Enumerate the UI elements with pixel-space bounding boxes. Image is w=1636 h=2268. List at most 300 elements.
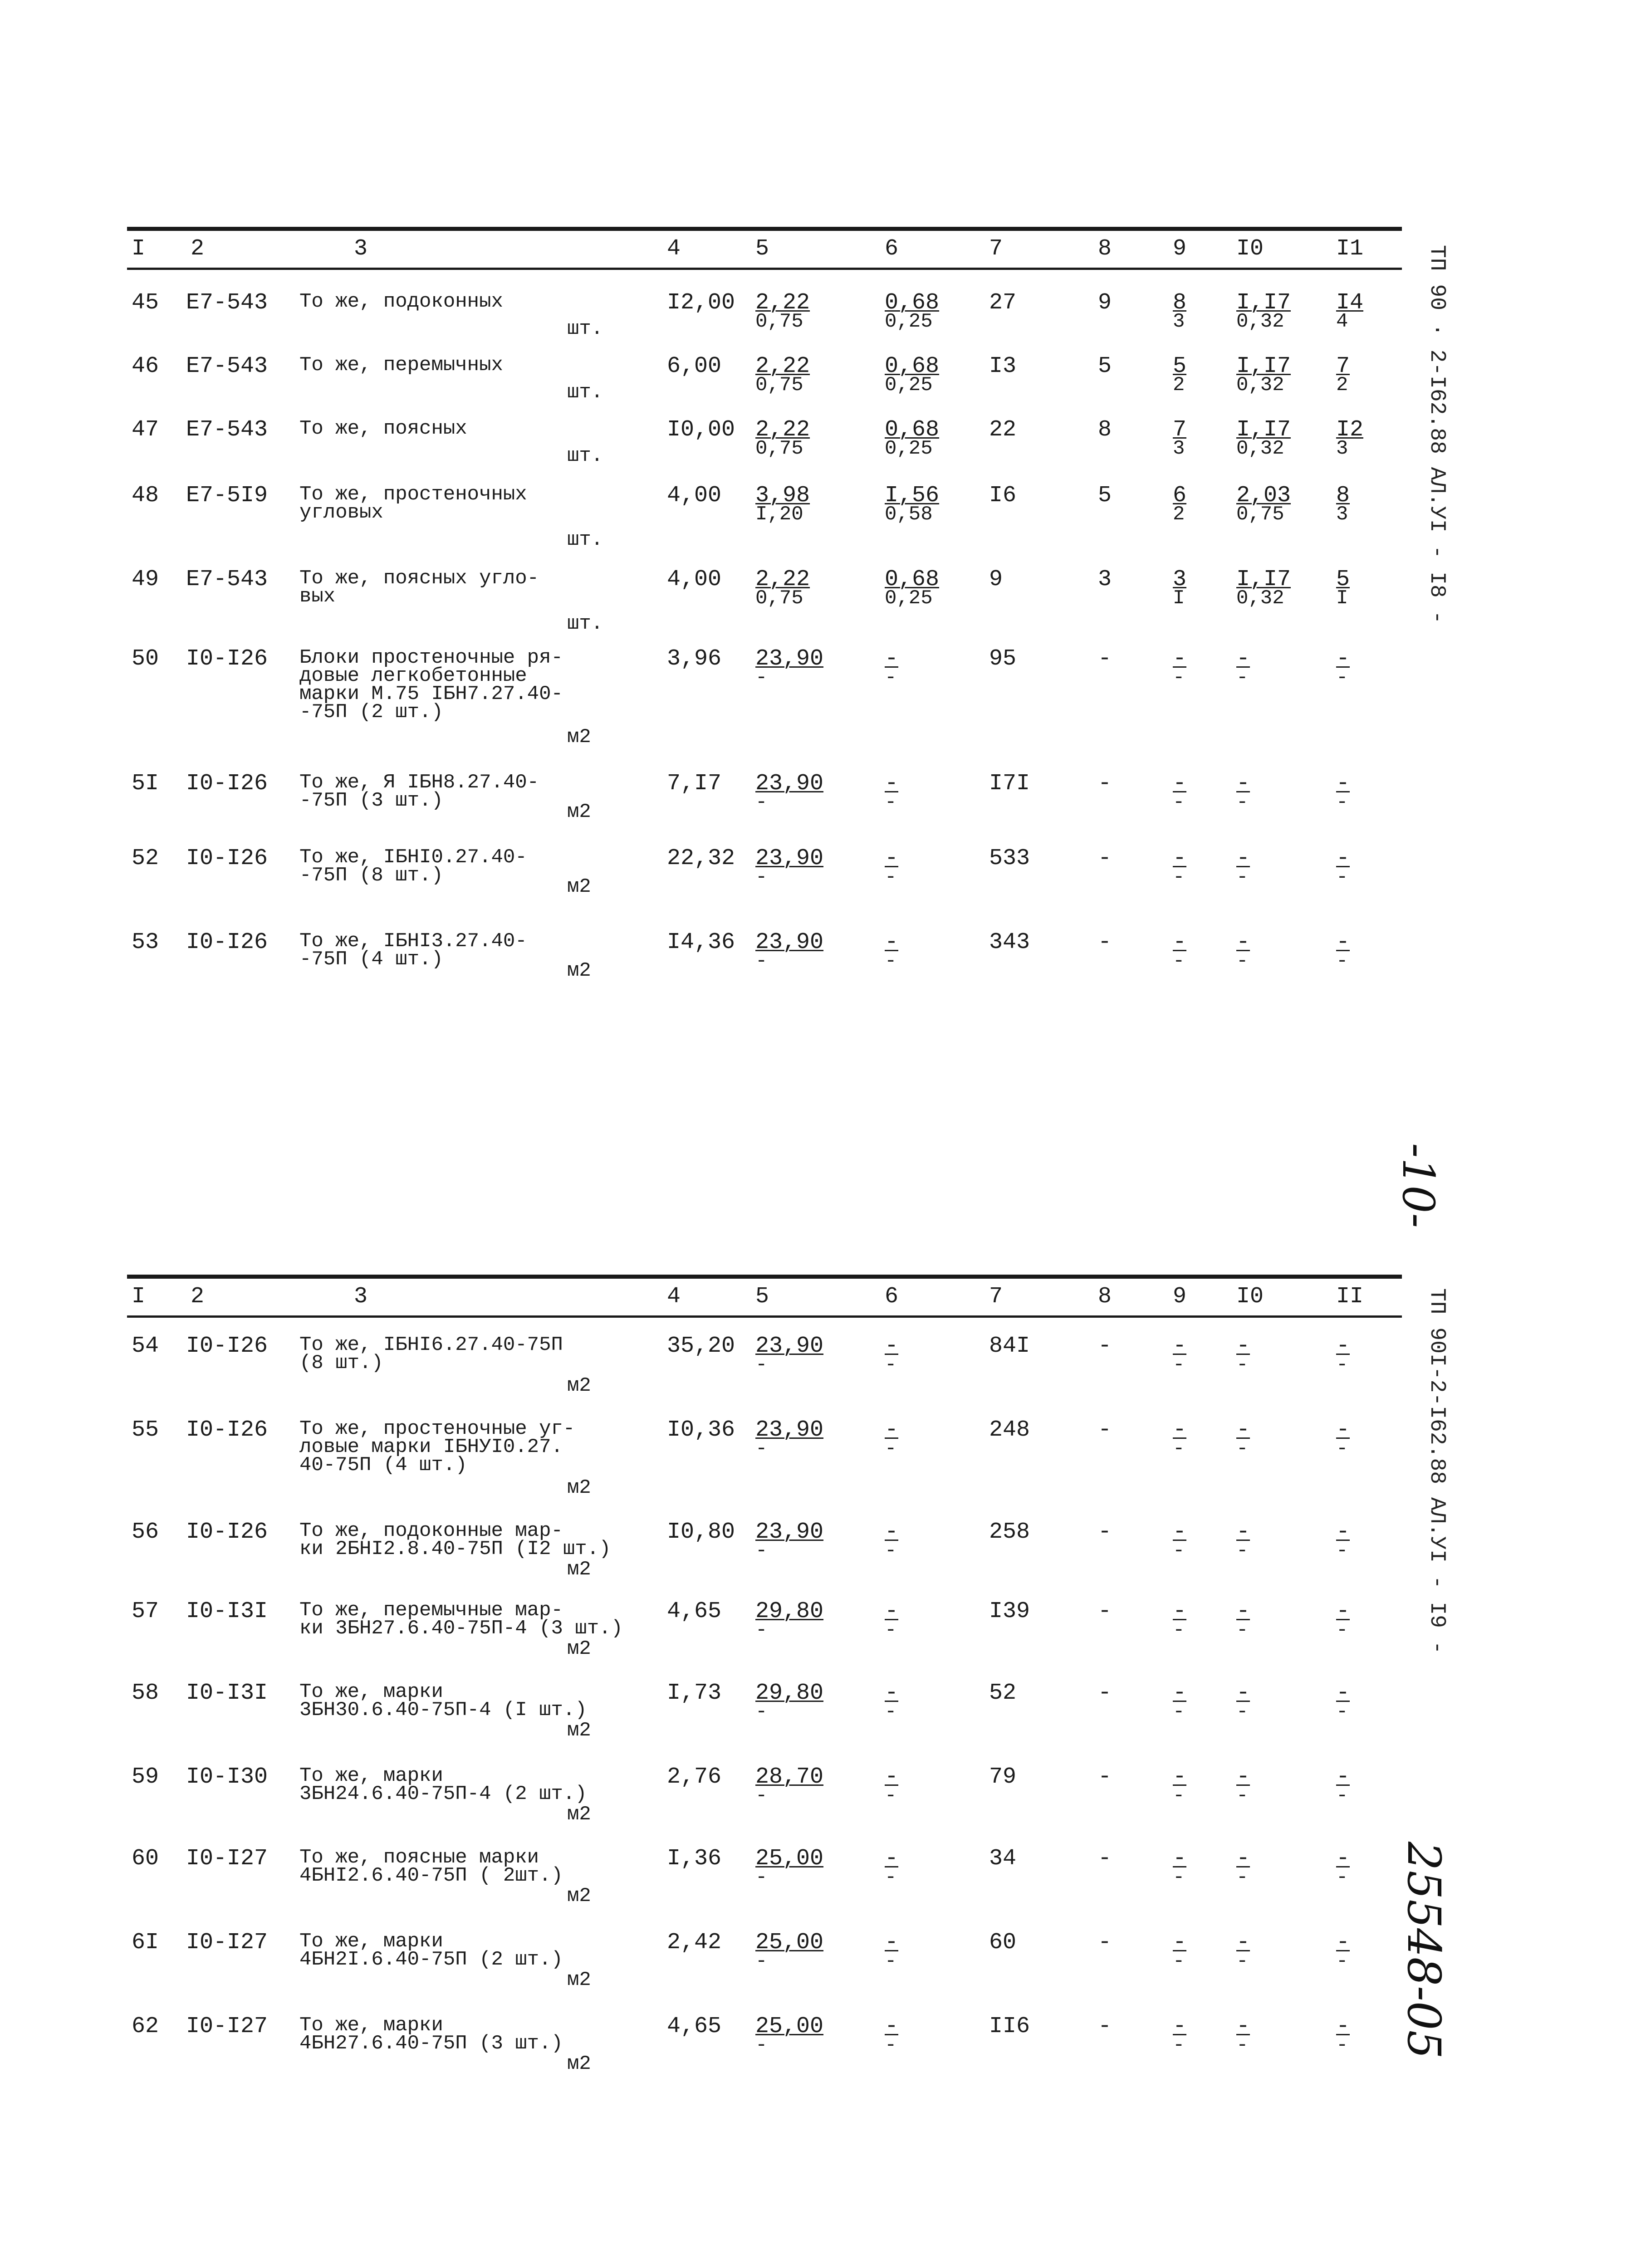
column-header-4: 4 <box>667 236 681 262</box>
unit-cost-cell <box>755 1680 824 1723</box>
unit-wage-denominator: - <box>885 1437 897 1460</box>
unit-of-measure: м2 <box>567 1885 591 1907</box>
col9-value <box>1173 353 1187 396</box>
unit-wage-cell <box>885 848 898 887</box>
unit-wage <box>885 1333 899 1376</box>
col9-value <box>1173 1519 1187 1562</box>
col9-value-cell <box>1173 773 1186 812</box>
col11-value <box>1336 483 1350 526</box>
total-cost: 22 <box>989 417 1017 443</box>
col9-value-cell <box>1173 353 1187 396</box>
unit-cost-numerator: 2,22 <box>755 353 810 379</box>
unit-cost-numerator: 23,90 <box>755 846 824 871</box>
unit-cost-cell <box>755 353 810 396</box>
col10-value-denominator: - <box>1236 1784 1249 1807</box>
total-cost: 9 <box>989 567 1003 592</box>
col10-value-cell <box>1236 646 1250 689</box>
col11-value-cell <box>1336 848 1350 887</box>
col10-value-cell <box>1236 1680 1250 1723</box>
col10-value-numerator: I,I7 <box>1236 567 1291 592</box>
unit-cost-cell <box>755 1333 824 1376</box>
col9-value <box>1173 483 1187 526</box>
col9-value-denominator: - <box>1173 666 1185 689</box>
work-description: То же, простеночные уг- ловые марки IБНУI0.27. 40-75П (4 шт.) <box>299 1418 575 1476</box>
unit-of-measure: шт. <box>567 318 603 340</box>
rate-code: Е7-543 <box>186 353 268 379</box>
col9-value-cell <box>1173 485 1186 524</box>
side-stamp-lower: ТП 90I-2-I62.88 АЛ.УI - I9 - <box>1425 1288 1449 1654</box>
rate-code: I0-I26 <box>186 1519 268 1545</box>
unit-wage-numerator: - <box>885 646 899 672</box>
quantity: 4,65 <box>667 2014 722 2039</box>
col9-value-numerator: - <box>1173 646 1187 672</box>
col9-value-cell <box>1173 646 1187 689</box>
col10-value-cell <box>1236 929 1250 973</box>
col10-value-cell <box>1236 1932 1250 1971</box>
unit-wage-denominator: - <box>885 1701 897 1723</box>
col10-value-cell <box>1236 1333 1250 1376</box>
unit-wage-numerator: - <box>885 1680 899 1706</box>
unit-wage-numerator: - <box>885 1417 899 1443</box>
col9-value-denominator: 2 <box>1173 503 1185 526</box>
wages: - <box>1098 1519 1112 1545</box>
unit-wage <box>885 771 899 814</box>
rate-code: I0-I30 <box>186 1764 268 1790</box>
quantity: 7,I7 <box>667 771 722 797</box>
col9-value-cell <box>1173 1333 1187 1376</box>
work-description: То же, Я IБН8.27.40- -75П (3 шт.) <box>299 771 539 812</box>
wages: - <box>1098 1680 1112 1706</box>
unit-wage-numerator: 0,68 <box>885 417 940 443</box>
unit-wage-cell <box>885 929 899 973</box>
quantity: I4,36 <box>667 929 735 955</box>
col11-value-cell <box>1336 569 1350 608</box>
unit-of-measure: м2 <box>567 801 591 823</box>
total-cost: 95 <box>989 646 1017 672</box>
wages: 5 <box>1098 483 1112 508</box>
unit-cost <box>755 1598 824 1642</box>
unit-cost-numerator: 2,22 <box>755 417 810 443</box>
quantity: 22,32 <box>667 846 735 871</box>
unit-wage-cell <box>885 2016 898 2055</box>
unit-wage <box>885 1680 899 1723</box>
col9-value-denominator: - <box>1173 1619 1185 1642</box>
unit-wage-denominator: - <box>885 1866 897 1889</box>
unit-wage <box>885 1598 899 1642</box>
unit-wage-cell <box>885 1598 899 1642</box>
unit-wage-numerator: - <box>885 1846 899 1872</box>
quantity: I0,80 <box>667 1519 735 1545</box>
col9-value-numerator: - <box>1173 1333 1187 1359</box>
col11-value-denominator: 4 <box>1336 310 1348 333</box>
unit-cost <box>755 1764 824 1807</box>
col10-value-cell <box>1236 485 1291 524</box>
unit-cost <box>755 353 810 396</box>
col9-value-numerator: - <box>1173 929 1187 955</box>
col10-value <box>1236 417 1291 460</box>
col10-value-denominator: 0,32 <box>1236 374 1284 396</box>
page-number: -10- <box>1393 1143 1444 1228</box>
col11-value <box>1336 567 1350 610</box>
total-cost: 27 <box>989 290 1017 316</box>
rate-code: I0-I27 <box>186 2014 268 2039</box>
wages: - <box>1098 1930 1112 1955</box>
col10-value-denominator: - <box>1236 1354 1249 1376</box>
rate-code: I0-I27 <box>186 1846 268 1872</box>
unit-of-measure: м2 <box>567 1637 591 1660</box>
column-header-9: 9 <box>1173 236 1187 262</box>
header-rule <box>127 268 1402 270</box>
col11-value <box>1336 1764 1350 1807</box>
col9-value-denominator: - <box>1173 1540 1185 1562</box>
col9-value-denominator: - <box>1173 1784 1185 1807</box>
col10-value-cell <box>1236 848 1250 887</box>
column-header-6: 6 <box>885 236 899 262</box>
row-number: 59 <box>132 1764 159 1790</box>
column-header-8: 8 <box>1098 236 1112 262</box>
unit-cost-cell <box>755 773 823 812</box>
col9-value-cell <box>1173 1417 1187 1460</box>
col9-value-denominator: - <box>1173 1437 1185 1460</box>
unit-wage-cell <box>885 1932 898 1971</box>
col11-value-numerator: I4 <box>1336 290 1364 316</box>
quantity: I0,00 <box>667 417 735 443</box>
unit-cost-denominator: - <box>755 1619 768 1642</box>
work-description: То же, подоконных <box>299 290 503 313</box>
unit-cost-cell <box>755 1848 823 1887</box>
col10-value-denominator: - <box>1236 1701 1249 1723</box>
unit-cost-denominator: - <box>755 791 768 814</box>
unit-cost-cell <box>755 485 810 524</box>
unit-wage <box>885 483 940 526</box>
col9-value-denominator: - <box>1173 1866 1185 1889</box>
col11-value <box>1336 1846 1350 1889</box>
rate-code: Е7-543 <box>186 417 268 443</box>
col9-value <box>1173 290 1187 333</box>
col9-value-denominator: - <box>1173 1701 1185 1723</box>
col10-value <box>1236 567 1291 610</box>
col11-value-cell <box>1336 1333 1350 1376</box>
quantity: I0,36 <box>667 1417 735 1443</box>
row-number: 53 <box>132 929 159 955</box>
work-description: То же, IБНI3.27.40- -75П (4 шт.) <box>299 930 527 971</box>
col10-value <box>1236 846 1250 889</box>
col9-value <box>1173 1333 1187 1376</box>
rate-code: I0-I3I <box>186 1598 268 1624</box>
col9-value-denominator: - <box>1173 1950 1185 1973</box>
unit-cost-denominator: - <box>755 666 768 689</box>
row-number: 58 <box>132 1680 159 1706</box>
col10-value-cell <box>1236 353 1291 396</box>
col11-value-cell <box>1336 290 1364 333</box>
col11-value-numerator: - <box>1336 1846 1350 1872</box>
rate-code: I0-I27 <box>186 1930 268 1955</box>
column-header-row <box>127 1284 1402 1311</box>
unit-wage-cell <box>885 290 940 333</box>
unit-cost <box>755 290 810 333</box>
unit-cost-numerator: 2,22 <box>755 567 810 592</box>
col11-value-denominator: - <box>1336 950 1348 973</box>
unit-of-measure: м2 <box>567 1803 591 1826</box>
unit-wage-denominator: 0,25 <box>885 374 933 396</box>
col9-value-cell <box>1173 569 1186 608</box>
quantity: 6,00 <box>667 353 722 379</box>
unit-cost-numerator: 29,80 <box>755 1680 824 1706</box>
unit-wage <box>885 1846 899 1889</box>
col10-value-numerator: - <box>1236 1598 1250 1624</box>
col9-value-cell <box>1173 1764 1187 1807</box>
col10-value <box>1236 1930 1250 1973</box>
col9-value-numerator: - <box>1173 1519 1187 1545</box>
col11-value-denominator: 3 <box>1336 437 1348 460</box>
col10-value-numerator: - <box>1236 1333 1250 1359</box>
unit-wage-denominator: 0,25 <box>885 437 933 460</box>
col11-value-numerator: 7 <box>1336 353 1350 379</box>
unit-cost-denominator: 0,75 <box>755 437 803 460</box>
col10-value-cell <box>1236 1417 1250 1460</box>
col10-value-denominator: - <box>1236 866 1249 889</box>
row-number: 52 <box>132 846 159 871</box>
col11-value-denominator: - <box>1336 1540 1348 1562</box>
col11-value-cell <box>1336 417 1364 460</box>
col11-value <box>1336 1519 1350 1562</box>
col10-value-denominator: 0,32 <box>1236 437 1284 460</box>
unit-wage <box>885 2014 899 2057</box>
unit-of-measure: шт. <box>567 445 603 467</box>
work-description: То же, поясных <box>299 417 467 440</box>
col11-value-denominator: - <box>1336 2034 1348 2057</box>
total-cost: 258 <box>989 1519 1030 1545</box>
unit-cost-denominator: - <box>755 866 768 889</box>
col11-value-cell <box>1336 773 1350 812</box>
unit-wage-denominator: 0,25 <box>885 310 933 333</box>
wages: - <box>1098 2014 1112 2039</box>
unit-wage-numerator: - <box>885 1930 899 1955</box>
unit-of-measure: м2 <box>567 1476 591 1499</box>
col11-value-denominator: - <box>1336 866 1348 889</box>
rate-code: I0-I26 <box>186 929 268 955</box>
row-number: 54 <box>132 1333 159 1359</box>
unit-wage-cell <box>885 1680 899 1723</box>
unit-wage-cell <box>885 417 940 460</box>
col10-value-denominator: - <box>1236 1540 1249 1562</box>
col10-value <box>1236 929 1250 973</box>
wages: - <box>1098 771 1112 797</box>
unit-wage <box>885 929 899 973</box>
unit-wage-numerator: - <box>885 1764 899 1790</box>
col11-value-cell <box>1336 646 1350 689</box>
work-description: То же, IБНI0.27.40- -75П (8 шт.) <box>299 846 527 887</box>
col11-value <box>1336 290 1364 333</box>
col10-value-numerator: - <box>1236 1417 1250 1443</box>
col11-value <box>1336 846 1350 889</box>
unit-cost-numerator: 23,90 <box>755 1417 824 1443</box>
col9-value <box>1173 771 1187 814</box>
quantity: I2,00 <box>667 290 735 316</box>
unit-wage-denominator: - <box>885 1540 897 1562</box>
row-number: 56 <box>132 1519 159 1545</box>
unit-cost <box>755 483 810 526</box>
unit-of-measure: м2 <box>567 2053 591 2075</box>
col10-value <box>1236 1417 1250 1460</box>
col11-value-cell <box>1336 1598 1350 1642</box>
row-number: 50 <box>132 646 159 672</box>
col11-value-numerator: - <box>1336 1680 1350 1706</box>
col11-value <box>1336 1417 1350 1460</box>
unit-wage <box>885 1930 899 1973</box>
rate-code: I0-I26 <box>186 846 268 871</box>
col9-value <box>1173 1846 1187 1889</box>
col9-value-numerator: - <box>1173 2014 1187 2039</box>
unit-cost-numerator: 25,00 <box>755 1846 824 1872</box>
col9-value <box>1173 846 1187 889</box>
wages: - <box>1098 1598 1112 1624</box>
col10-value-numerator: - <box>1236 1846 1250 1872</box>
rate-code: Е7-543 <box>186 290 268 316</box>
total-cost: 248 <box>989 1417 1030 1443</box>
col10-value <box>1236 1680 1250 1723</box>
unit-cost <box>755 567 810 610</box>
col11-value <box>1336 771 1350 814</box>
unit-of-measure: шт. <box>567 612 603 635</box>
col10-value-cell <box>1236 1764 1250 1807</box>
column-header-7: 7 <box>989 236 1003 262</box>
col11-value-cell <box>1336 1932 1350 1971</box>
col10-value-denominator: - <box>1236 1950 1249 1973</box>
col10-value <box>1236 646 1250 689</box>
unit-cost-cell <box>755 929 824 973</box>
column-header-11: II <box>1336 1284 1364 1310</box>
unit-cost <box>755 1930 824 1973</box>
rate-code: Е7-543 <box>186 567 268 592</box>
work-description: То же, перемычных <box>299 354 503 376</box>
top-rule <box>127 227 1402 231</box>
col11-value-denominator: 3 <box>1336 503 1348 526</box>
unit-cost <box>755 417 810 460</box>
col11-value-cell <box>1336 1764 1350 1807</box>
unit-cost <box>755 929 824 973</box>
quantity: 2,42 <box>667 1930 722 1955</box>
column-header-3: 3 <box>354 1284 368 1310</box>
unit-wage <box>885 290 940 333</box>
total-cost: II6 <box>989 2014 1030 2039</box>
column-header-2: 2 <box>191 236 205 262</box>
rate-code: I0-I26 <box>186 1417 268 1443</box>
col9-value-numerator: 5 <box>1173 353 1187 379</box>
col10-value-cell <box>1236 2016 1250 2055</box>
column-header-9: 9 <box>1173 1284 1187 1310</box>
unit-wage-denominator: - <box>885 2034 897 2057</box>
unit-wage-numerator: 0,68 <box>885 353 940 379</box>
work-description: То же, поясные марки 4БНI2.6.40-75П ( 2шт.) <box>299 1846 563 1887</box>
unit-wage-denominator: - <box>885 1950 897 1973</box>
work-description: То же, простеночных угловых <box>299 483 527 524</box>
total-cost: 84I <box>989 1333 1030 1359</box>
wages: 8 <box>1098 417 1112 443</box>
wages: 5 <box>1098 353 1112 379</box>
col9-value-denominator: - <box>1173 791 1185 814</box>
work-description: То же, марки 4БН27.6.40-75П (3 шт.) <box>299 2014 563 2055</box>
unit-cost-denominator: - <box>755 1950 768 1973</box>
work-description: То же, марки 3БН24.6.40-75П-4 (2 шт.) <box>299 1765 587 1805</box>
quantity: 4,00 <box>667 567 722 592</box>
unit-wage-denominator: - <box>885 1619 897 1642</box>
column-header-row <box>127 236 1402 263</box>
work-description: То же, поясных угло- вых <box>299 567 539 608</box>
unit-of-measure: м2 <box>567 1558 591 1581</box>
col10-value <box>1236 483 1291 526</box>
col10-value-cell <box>1236 290 1291 333</box>
col9-value-cell <box>1173 1848 1186 1887</box>
row-number: 60 <box>132 1846 159 1872</box>
unit-wage <box>885 567 940 610</box>
col11-value-numerator: - <box>1336 646 1350 672</box>
col9-value-cell <box>1173 290 1187 333</box>
col10-value-denominator: 0,32 <box>1236 310 1284 333</box>
col9-value-numerator: 3 <box>1173 567 1187 592</box>
col9-value-cell <box>1173 1680 1187 1723</box>
unit-wage-denominator: - <box>885 1354 897 1376</box>
unit-wage-numerator: - <box>885 929 899 955</box>
column-header-1: I <box>132 1284 146 1310</box>
col11-value-numerator: - <box>1336 1764 1350 1790</box>
unit-wage-cell <box>885 1848 898 1887</box>
col10-value-numerator: I,I7 <box>1236 353 1291 379</box>
col9-value-denominator: I <box>1173 587 1185 610</box>
col9-value-numerator: - <box>1173 1598 1187 1624</box>
unit-wage-cell <box>885 353 940 396</box>
col10-value-numerator: - <box>1236 929 1250 955</box>
row-number: 5I <box>132 771 159 797</box>
quantity: I,36 <box>667 1846 722 1872</box>
col9-value <box>1173 1930 1187 1973</box>
unit-of-measure: м2 <box>567 1719 591 1742</box>
unit-wage-cell <box>885 1333 899 1376</box>
col9-value <box>1173 417 1187 460</box>
unit-cost <box>755 1417 824 1460</box>
column-header-5: 5 <box>755 1284 769 1310</box>
unit-wage-numerator: 0,68 <box>885 290 940 316</box>
col11-value-denominator: - <box>1336 1866 1348 1889</box>
col9-value-cell <box>1173 417 1187 460</box>
col10-value <box>1236 1764 1250 1807</box>
unit-wage <box>885 417 940 460</box>
unit-wage <box>885 1417 899 1460</box>
col11-value-numerator: - <box>1336 771 1350 797</box>
col11-value-numerator: - <box>1336 929 1350 955</box>
col10-value <box>1236 1333 1250 1376</box>
total-cost: I7I <box>989 771 1030 797</box>
col11-value-numerator: - <box>1336 1417 1350 1443</box>
unit-cost-numerator: 29,80 <box>755 1598 824 1624</box>
unit-cost-numerator: 25,00 <box>755 2014 824 2039</box>
col11-value-cell <box>1336 1680 1350 1723</box>
col11-value <box>1336 353 1350 396</box>
col10-value-denominator: - <box>1236 791 1249 814</box>
col9-value-numerator: 8 <box>1173 290 1187 316</box>
col10-value-cell <box>1236 417 1291 460</box>
col9-value-numerator: - <box>1173 846 1187 871</box>
col10-value-numerator: I,I7 <box>1236 417 1291 443</box>
wages: - <box>1098 1417 1112 1443</box>
col11-value <box>1336 929 1350 973</box>
col10-value-numerator: 2,03 <box>1236 483 1291 508</box>
quantity: I,73 <box>667 1680 722 1706</box>
work-description: То же, перемычные мар- ки 3БН27.6.40-75П-4 (3 шт.) <box>299 1599 623 1640</box>
col9-value-numerator: - <box>1173 1764 1187 1790</box>
col9-value-numerator: - <box>1173 1930 1187 1955</box>
unit-cost <box>755 1846 824 1889</box>
